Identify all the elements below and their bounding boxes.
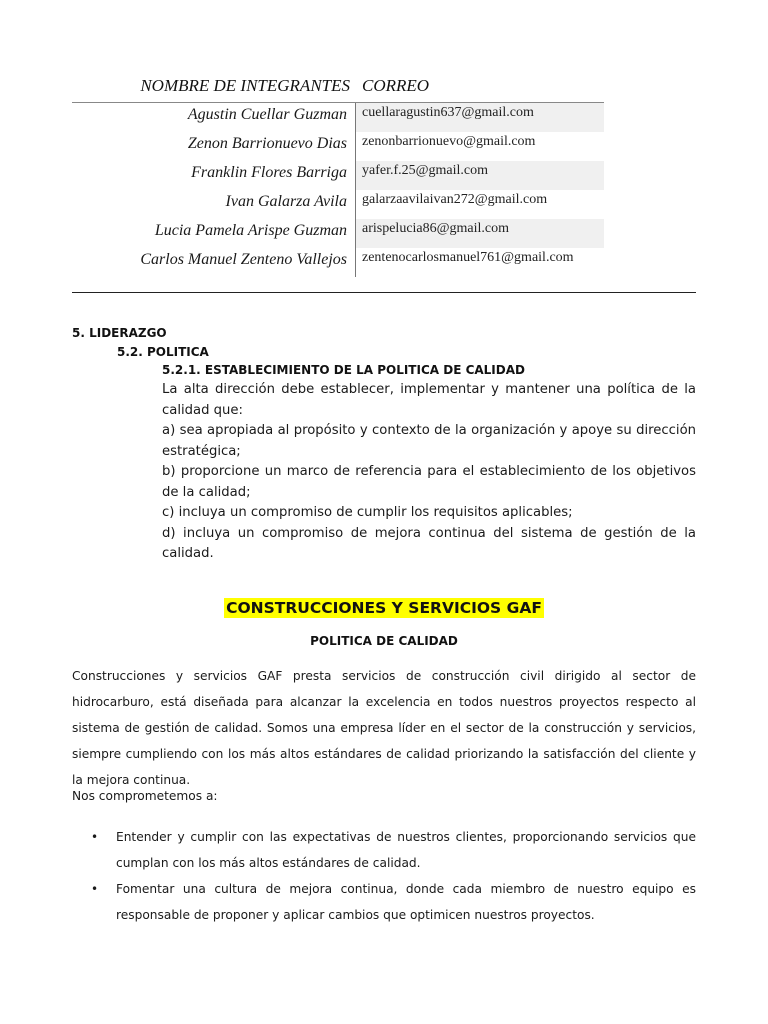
member-email: arispelucia86@gmail.com [356, 219, 604, 248]
table-row [72, 248, 604, 277]
company-title-wrap [0, 598, 768, 618]
members-table-body [72, 102, 604, 277]
section-heading-liderazgo: 5. LIDERAZGO [72, 326, 167, 340]
members-table [72, 70, 604, 277]
list-item [72, 876, 696, 928]
standard-item-a: a) sea apropiada al propósito y contexto de la organización y apoye su dirección estratégica; [162, 423, 696, 459]
commitment-text: Entender y cumplir con las expectativas de nuestros clientes, proporcionando servicios que cumplan con los más altos estándares de calidad. [116, 830, 696, 870]
member-email: cuellaragustin637@gmail.com [356, 103, 604, 132]
members-table-header [72, 70, 604, 102]
member-email: yafer.f.25@gmail.com [356, 161, 604, 190]
standard-item-c: c) incluya un compromiso de cumplir los requisitos aplicables; [162, 505, 573, 520]
table-row [72, 190, 604, 219]
standard-text [162, 380, 696, 565]
member-name: Carlos Manuel Zenteno Vallejos [72, 248, 356, 277]
header-email: CORREO [362, 76, 430, 95]
member-name: Ivan Galarza Avila [72, 190, 356, 219]
standard-item-b: b) proporcione un marco de referencia para el establecimiento de los objetivos de la calidad; [162, 464, 696, 500]
member-name: Zenon Barrionuevo Dias [72, 132, 356, 161]
commitments-list [72, 824, 696, 928]
member-email: zenonbarrionuevo@gmail.com [362, 134, 536, 149]
bullet-icon: • [91, 830, 99, 844]
member-email: zentenocarlosmanuel761@gmail.com [362, 250, 574, 265]
section-heading-establecimiento: 5.2.1. ESTABLECIMIENTO DE LA POLITICA DE CALIDAD [162, 363, 525, 377]
member-name: Franklin Flores Barriga [72, 161, 356, 190]
table-row [72, 103, 604, 132]
commitment-text: Fomentar una cultura de mejora continua, donde cada miembro de nuestro equipo es responsable de proponer y aplicar cambios que optimicen nuestros proyectos. [116, 882, 696, 922]
horizontal-rule [72, 292, 696, 293]
header-name: NOMBRE DE INTEGRANTES [140, 76, 350, 95]
table-row [72, 132, 604, 161]
member-email: galarzaavilaivan272@gmail.com [362, 192, 548, 207]
company-title: CONSTRUCCIONES Y SERVICIOS GAF [226, 599, 542, 617]
bullet-icon: • [91, 882, 99, 896]
section-heading-politica: 5.2. POLITICA [117, 345, 209, 359]
member-name: Lucia Pamela Arispe Guzman [72, 219, 356, 248]
commitments-intro: Nos comprometemos a: [72, 789, 218, 803]
table-row [72, 161, 604, 190]
policy-paragraph: Construcciones y servicios GAF presta servicios de construcción civil dirigido al sector de hidrocarburo, está diseñada para alcanzar la excelencia en todos nuestros proyectos respecto al sistema de gestión de calidad. Somos una empresa líder en el sector de la construcción y servicios, siempre cumpliendo con los más altos estándares de calidad priorizando la satisfacción del cliente y la mejora continua. [72, 669, 696, 787]
standard-item-d: d) incluya un compromiso de mejora continua del sistema de gestión de la calidad. [162, 525, 696, 561]
member-name: Agustin Cuellar Guzman [72, 103, 356, 132]
standard-intro: La alta dirección debe establecer, implementar y mantener una política de la calidad que: [162, 382, 696, 418]
policy-title: POLITICA DE CALIDAD [310, 634, 458, 648]
list-item [72, 824, 696, 876]
table-row [72, 219, 604, 248]
